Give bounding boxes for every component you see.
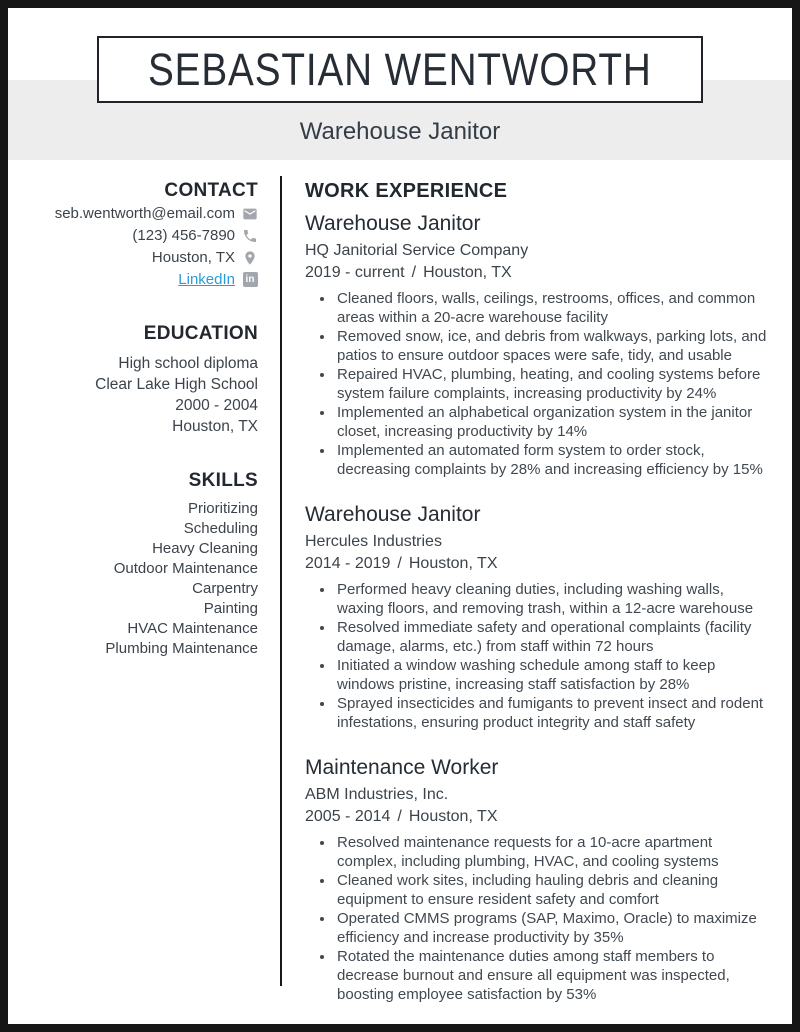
- education-dates: 2000 - 2004: [175, 397, 258, 414]
- skill-item: Prioritizing: [187, 500, 258, 517]
- job-entry: [305, 211, 767, 479]
- contact-heading: CONTACT: [164, 180, 258, 201]
- job-location: Houston, TX: [423, 264, 512, 281]
- education-heading: EDUCATION: [143, 323, 258, 344]
- skill-item: Scheduling: [183, 520, 258, 537]
- location-text: Houston, TX: [151, 249, 235, 266]
- education-degree: High school diploma: [118, 355, 258, 372]
- job-bullets: [305, 833, 767, 1004]
- job-title: Maintenance Worker: [305, 756, 499, 779]
- work-experience-heading: WORK EXPERIENCE: [305, 180, 508, 202]
- job-bullet: • Resolved maintenance requests for a 10-acre apartment complex, including plumbing, HVAC, and cooling systems: [335, 833, 767, 871]
- job-dateline: [305, 553, 767, 574]
- work-experience-section: [282, 176, 792, 1027]
- job-bullet: • Resolved immediate safety and operational complaints (facility damage, alarms, etc.) from staff within 72 hours: [335, 618, 767, 656]
- skill-item: Carpentry: [192, 580, 258, 597]
- skill-item: Outdoor Maintenance: [113, 560, 258, 577]
- job-bullet: • Cleaned floors, walls, ceilings, restrooms, offices, and common areas within a 20-acre warehouse facility: [335, 289, 767, 327]
- skill-item: Plumbing Maintenance: [105, 640, 258, 657]
- job-bullet: • Cleaned work sites, including hauling debris and cleaning equipment to ensure resident safety and comfort: [335, 871, 767, 909]
- skill-item: Heavy Cleaning: [152, 540, 258, 557]
- envelope-icon: [242, 206, 258, 222]
- job-dates: 2014 - 2019: [305, 555, 391, 572]
- job-entry: [305, 755, 767, 1004]
- job-dates: 2019 - current: [305, 264, 405, 281]
- contact-linkedin-row: [18, 269, 258, 290]
- job-bullet: • Initiated a window washing schedule among staff to keep windows pristine, increasing staff satisfaction by 28%: [335, 656, 767, 694]
- job-entry: [305, 502, 767, 732]
- job-dates: 2005 - 2014: [305, 808, 391, 825]
- job-dateline: [305, 806, 767, 827]
- job-bullet: • Rotated the maintenance duties among staff members to decrease burnout and ensure all equipment was inspected, boosting employee satisfaction by 53%: [335, 947, 767, 1004]
- location-pin-icon: [242, 250, 258, 266]
- date-location-separator: /: [411, 264, 417, 281]
- linkedin-icon: in: [242, 272, 258, 288]
- job-bullet: • Operated CMMS programs (SAP, Maximo, Oracle) to maximize efficiency and increase productivity by 35%: [335, 909, 767, 947]
- phone-text: (123) 456-7890: [132, 227, 235, 244]
- job-bullet: • Implemented an alphabetical organization system in the janitor closet, increasing productivity by 14%: [335, 403, 767, 441]
- job-dateline: [305, 262, 767, 283]
- linkedin-link[interactable]: LinkedIn: [178, 271, 235, 288]
- job-bullet: • Performed heavy cleaning duties, including washing walls, waxing floors, and removing trash, within a 12-acre warehouse: [335, 580, 767, 618]
- job-bullets: [305, 289, 767, 479]
- contact-location-row: [18, 247, 258, 268]
- job-bullets: [305, 580, 767, 732]
- date-location-separator: /: [397, 808, 402, 825]
- job-title: Warehouse Janitor: [305, 503, 481, 526]
- job-company: ABM Industries, Inc.: [305, 786, 449, 803]
- job-bullet: • Repaired HVAC, plumbing, heating, and cooling systems before system failure complaints, increasing productivity by 24%: [335, 365, 767, 403]
- job-headline: Warehouse Janitor: [299, 118, 501, 145]
- education-lines: [18, 353, 258, 437]
- skills-heading: SKILLS: [188, 470, 258, 491]
- resume-header: [8, 8, 792, 160]
- contact-phone-row: [18, 225, 258, 246]
- job-bullet: • Sprayed insecticides and fumigants to prevent insect and rodent infestations, ensuring product integrity and staff safety: [335, 694, 767, 732]
- resume-body: [8, 160, 792, 1027]
- contact-email-row: [18, 203, 258, 224]
- skill-item: HVAC Maintenance: [127, 620, 258, 637]
- email-text: seb.wentworth@email.com: [54, 205, 235, 222]
- job-bullet: • Removed snow, ice, and debris from walkways, parking lots, and patios to ensure outdoor spaces were safe, tidy, and usable: [335, 327, 767, 365]
- job-bullet: • Implemented an automated form system to order stock, decreasing complaints by 28% and increasing efficiency by 15%: [335, 441, 767, 479]
- job-company: Hercules Industries: [305, 533, 442, 550]
- job-title: Warehouse Janitor: [305, 212, 481, 235]
- skill-item: Painting: [203, 600, 258, 617]
- candidate-name: SEBASTIAN WENTWORTH: [148, 43, 652, 95]
- name-box: [97, 36, 703, 103]
- job-location: Houston, TX: [408, 808, 498, 825]
- phone-icon: [242, 228, 258, 244]
- job-location: Houston, TX: [408, 555, 498, 572]
- education-school: Clear Lake High School: [95, 376, 258, 393]
- sidebar: [8, 176, 280, 1027]
- date-location-separator: /: [397, 555, 402, 572]
- job-company: HQ Janitorial Service Company: [305, 242, 529, 259]
- education-location: Houston, TX: [172, 418, 258, 435]
- skills-list: [18, 499, 258, 659]
